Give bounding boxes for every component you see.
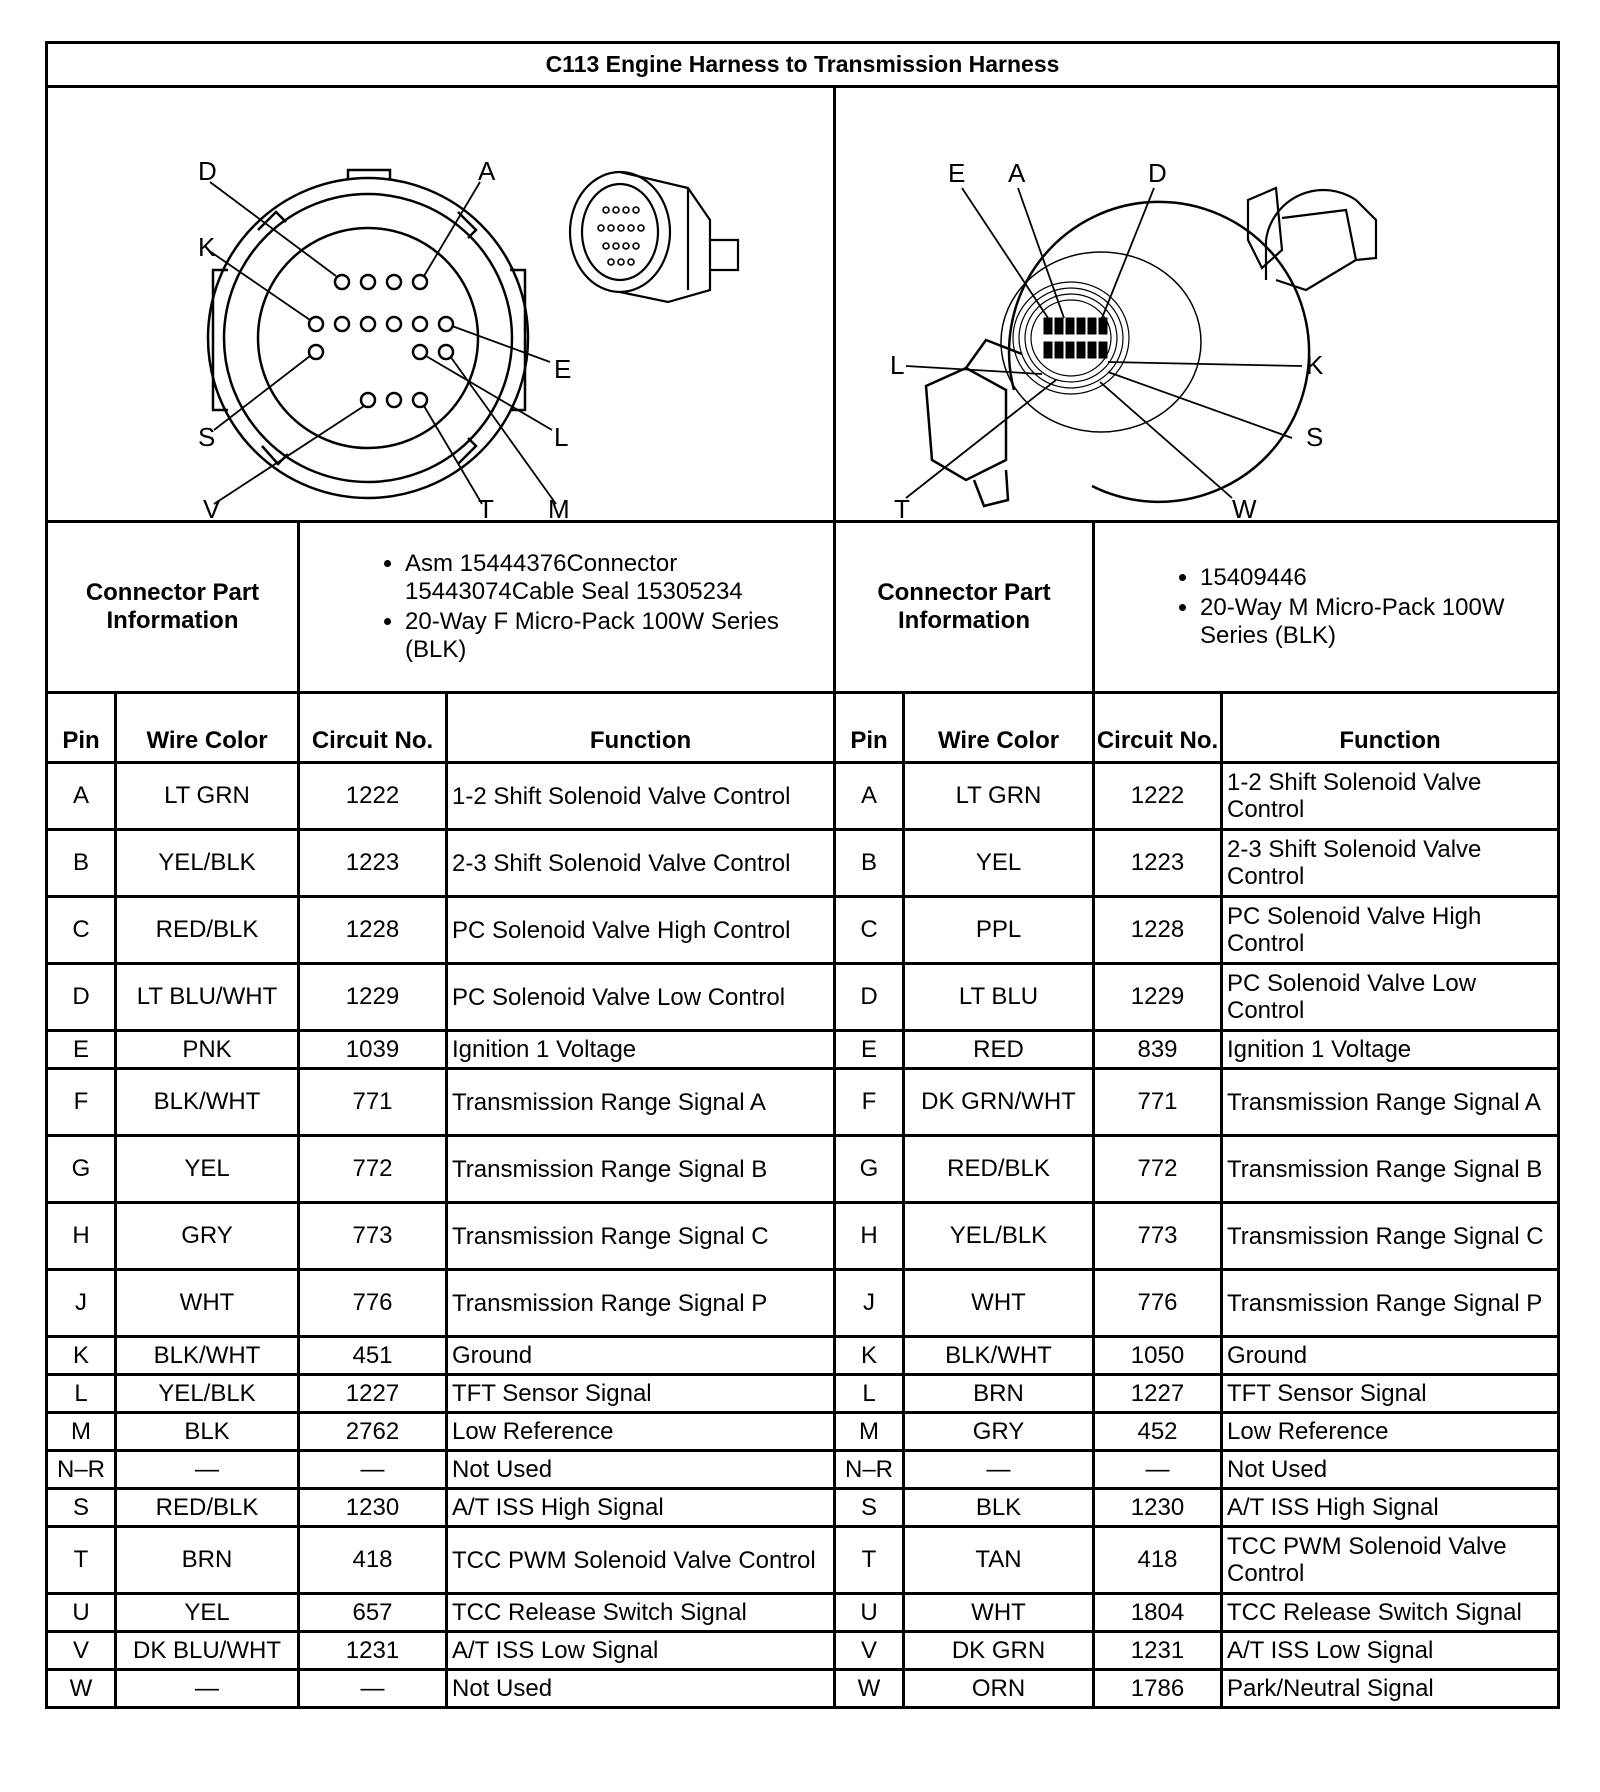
- pin-cell: D: [47, 964, 116, 1031]
- wire-color-cell: YEL/BLK: [116, 1375, 299, 1413]
- header-pin: Pin: [47, 693, 116, 763]
- function-cell: Park/Neutral Signal: [1222, 1670, 1559, 1708]
- pin-label: V: [203, 494, 221, 518]
- wire-color-cell: RED/BLK: [904, 1136, 1094, 1203]
- table-row: [47, 830, 1559, 897]
- pin-label: W: [1232, 494, 1257, 518]
- pin-cell: A: [47, 763, 116, 830]
- function-cell: Not Used: [447, 1451, 835, 1489]
- part-info-item: • 20-Way F Micro-Pack 100W Series (BLK): [405, 608, 833, 664]
- wire-color-cell: GRY: [116, 1203, 299, 1270]
- circuit-cell: 771: [1094, 1069, 1222, 1136]
- pin-label: D: [1148, 158, 1167, 188]
- function-cell: A/T ISS High Signal: [1222, 1489, 1559, 1527]
- circuit-cell: 1229: [299, 964, 447, 1031]
- pin-cell: K: [47, 1337, 116, 1375]
- circuit-cell: 1230: [1094, 1489, 1222, 1527]
- function-cell: TCC PWM Solenoid Valve Control: [447, 1527, 835, 1594]
- connector-sheet: [45, 41, 1557, 1762]
- circuit-cell: 451: [299, 1337, 447, 1375]
- wire-color-cell: BLK: [116, 1413, 299, 1451]
- table-row: [47, 1670, 1559, 1708]
- pin-cell: E: [835, 1031, 904, 1069]
- function-cell: TCC Release Switch Signal: [447, 1594, 835, 1632]
- wire-color-cell: GRY: [904, 1413, 1094, 1451]
- pin-label: T: [478, 494, 494, 518]
- function-cell: 1-2 Shift Solenoid Valve Control: [447, 763, 835, 830]
- pin-label: M: [548, 494, 570, 518]
- wire-color-cell: TAN: [904, 1527, 1094, 1594]
- function-cell: 1-2 Shift Solenoid Valve Control: [1222, 763, 1559, 830]
- function-cell: Ignition 1 Voltage: [1222, 1031, 1559, 1069]
- circuit-cell: 1222: [1094, 763, 1222, 830]
- pin-label: L: [890, 350, 905, 380]
- function-cell: A/T ISS Low Signal: [447, 1632, 835, 1670]
- circuit-cell: —: [299, 1670, 447, 1708]
- wire-color-cell: DK BLU/WHT: [116, 1632, 299, 1670]
- wire-color-cell: —: [904, 1451, 1094, 1489]
- function-cell: Transmission Range Signal C: [447, 1203, 835, 1270]
- wire-color-cell: RED/BLK: [116, 897, 299, 964]
- function-cell: Transmission Range Signal P: [1222, 1270, 1559, 1337]
- wire-color-cell: BRN: [116, 1527, 299, 1594]
- function-cell: Low Reference: [447, 1413, 835, 1451]
- pin-cell: M: [47, 1413, 116, 1451]
- male-connector-illustration: [836, 90, 1554, 518]
- wire-color-cell: BRN: [904, 1375, 1094, 1413]
- function-cell: PC Solenoid Valve Low Control: [447, 964, 835, 1031]
- table-header-row: [47, 693, 1559, 763]
- wire-color-cell: LT BLU: [904, 964, 1094, 1031]
- table-row: [47, 1203, 1559, 1270]
- wire-color-cell: ORN: [904, 1670, 1094, 1708]
- circuit-cell: 839: [1094, 1031, 1222, 1069]
- function-cell: PC Solenoid Valve High Control: [1222, 897, 1559, 964]
- circuit-cell: 773: [299, 1203, 447, 1270]
- circuit-cell: 1227: [299, 1375, 447, 1413]
- table-row: [47, 1594, 1559, 1632]
- header-circuit-no: Circuit No.: [299, 693, 447, 763]
- circuit-cell: 772: [1094, 1136, 1222, 1203]
- table-row: [47, 1337, 1559, 1375]
- female-connector-illustration: [48, 90, 830, 518]
- pin-cell: T: [47, 1527, 116, 1594]
- pin-cell: K: [835, 1337, 904, 1375]
- table-row: [47, 763, 1559, 830]
- function-cell: TCC Release Switch Signal: [1222, 1594, 1559, 1632]
- table-row: [47, 1069, 1559, 1136]
- wire-color-cell: YEL: [116, 1136, 299, 1203]
- pin-cell: M: [835, 1413, 904, 1451]
- circuit-cell: 1228: [1094, 897, 1222, 964]
- pin-cell: V: [835, 1632, 904, 1670]
- circuit-cell: 1231: [299, 1632, 447, 1670]
- pin-label: A: [478, 156, 496, 186]
- pin-label: L: [554, 422, 569, 452]
- function-cell: Low Reference: [1222, 1413, 1559, 1451]
- table-row: [47, 1031, 1559, 1069]
- function-cell: Ignition 1 Voltage: [447, 1031, 835, 1069]
- circuit-cell: —: [299, 1451, 447, 1489]
- circuit-cell: 1786: [1094, 1670, 1222, 1708]
- pin-label: E: [948, 158, 966, 188]
- table-row: [47, 1451, 1559, 1489]
- table-row: [47, 1270, 1559, 1337]
- pin-cell: W: [47, 1670, 116, 1708]
- table-row: [47, 897, 1559, 964]
- function-cell: Not Used: [447, 1670, 835, 1708]
- wire-color-cell: PPL: [904, 897, 1094, 964]
- function-cell: Ground: [447, 1337, 835, 1375]
- circuit-cell: 1223: [1094, 830, 1222, 897]
- circuit-cell: 452: [1094, 1413, 1222, 1451]
- function-cell: TFT Sensor Signal: [447, 1375, 835, 1413]
- pin-cell: N–R: [835, 1451, 904, 1489]
- pin-cell: C: [835, 897, 904, 964]
- circuit-cell: 2762: [299, 1413, 447, 1451]
- circuit-cell: 1228: [299, 897, 447, 964]
- pin-cell: F: [47, 1069, 116, 1136]
- pin-cell: D: [835, 964, 904, 1031]
- function-cell: A/T ISS Low Signal: [1222, 1632, 1559, 1670]
- connector-table: [45, 41, 1560, 1709]
- table-row: [47, 1375, 1559, 1413]
- function-cell: Ground: [1222, 1337, 1559, 1375]
- wire-color-cell: LT BLU/WHT: [116, 964, 299, 1031]
- pin-cell: E: [47, 1031, 116, 1069]
- header-pin: Pin: [835, 693, 904, 763]
- circuit-cell: 1227: [1094, 1375, 1222, 1413]
- page-title: C113 Engine Harness to Transmission Harness: [47, 43, 1559, 87]
- wire-color-cell: WHT: [116, 1270, 299, 1337]
- pin-label: A: [1008, 158, 1026, 188]
- function-cell: TFT Sensor Signal: [1222, 1375, 1559, 1413]
- function-cell: TCC PWM Solenoid Valve Control: [1222, 1527, 1559, 1594]
- function-cell: Transmission Range Signal A: [447, 1069, 835, 1136]
- pin-label: D: [198, 156, 217, 186]
- pin-cell: B: [47, 830, 116, 897]
- wire-color-cell: RED: [904, 1031, 1094, 1069]
- circuit-cell: 1222: [299, 763, 447, 830]
- circuit-cell: 657: [299, 1594, 447, 1632]
- pin-cell: J: [835, 1270, 904, 1337]
- pin-cell: F: [835, 1069, 904, 1136]
- pin-cell: G: [47, 1136, 116, 1203]
- function-cell: Transmission Range Signal B: [1222, 1136, 1559, 1203]
- circuit-cell: 772: [299, 1136, 447, 1203]
- table-row: [47, 1527, 1559, 1594]
- pin-cell: C: [47, 897, 116, 964]
- table-row: [47, 1632, 1559, 1670]
- wire-color-cell: YEL/BLK: [904, 1203, 1094, 1270]
- circuit-cell: 418: [1094, 1527, 1222, 1594]
- table-row: [47, 964, 1559, 1031]
- function-cell: 2-3 Shift Solenoid Valve Control: [1222, 830, 1559, 897]
- pin-cell: L: [835, 1375, 904, 1413]
- pin-label: T: [894, 494, 910, 518]
- circuit-cell: 1223: [299, 830, 447, 897]
- circuit-cell: 771: [299, 1069, 447, 1136]
- right-part-info: [1094, 522, 1559, 693]
- connector-3d-sketch: [1248, 188, 1376, 290]
- pin-cell: T: [835, 1527, 904, 1594]
- wire-color-cell: BLK/WHT: [904, 1337, 1094, 1375]
- wire-color-cell: YEL: [116, 1594, 299, 1632]
- header-function: Function: [447, 693, 835, 763]
- right-part-info-label: Connector Part Information: [835, 522, 1094, 693]
- pin-label: E: [554, 354, 572, 384]
- pin-cell: W: [835, 1670, 904, 1708]
- wire-color-cell: BLK/WHT: [116, 1069, 299, 1136]
- function-cell: Transmission Range Signal P: [447, 1270, 835, 1337]
- part-info-item: • Asm 15444376Connector 15443074Cable Seal 15305234: [405, 550, 833, 606]
- circuit-cell: —: [1094, 1451, 1222, 1489]
- wire-color-cell: —: [116, 1451, 299, 1489]
- pin-cell: V: [47, 1632, 116, 1670]
- wire-color-cell: DK GRN/WHT: [904, 1069, 1094, 1136]
- pin-cell: S: [835, 1489, 904, 1527]
- pin-cell: G: [835, 1136, 904, 1203]
- pin-cell: J: [47, 1270, 116, 1337]
- circuit-cell: 1229: [1094, 964, 1222, 1031]
- function-cell: Transmission Range Signal C: [1222, 1203, 1559, 1270]
- wire-color-cell: BLK/WHT: [116, 1337, 299, 1375]
- header-circuit-no: Circuit No.: [1094, 693, 1222, 763]
- pin-cell: U: [835, 1594, 904, 1632]
- function-cell: 2-3 Shift Solenoid Valve Control: [447, 830, 835, 897]
- wire-color-cell: LT GRN: [116, 763, 299, 830]
- pin-cell: U: [47, 1594, 116, 1632]
- wire-color-cell: WHT: [904, 1270, 1094, 1337]
- function-cell: PC Solenoid Valve High Control: [447, 897, 835, 964]
- table-row: [47, 1489, 1559, 1527]
- connector-3d-sketch: [570, 172, 738, 302]
- pin-cell: B: [835, 830, 904, 897]
- function-cell: PC Solenoid Valve Low Control: [1222, 964, 1559, 1031]
- pin-label: K: [1306, 350, 1324, 380]
- circuit-cell: 773: [1094, 1203, 1222, 1270]
- function-cell: A/T ISS High Signal: [447, 1489, 835, 1527]
- pin-label: K: [198, 232, 216, 262]
- wire-color-cell: —: [116, 1670, 299, 1708]
- circuit-cell: 776: [299, 1270, 447, 1337]
- header-wire-color: Wire Color: [904, 693, 1094, 763]
- pin-cell: H: [835, 1203, 904, 1270]
- table-row: [47, 1136, 1559, 1203]
- circuit-cell: 776: [1094, 1270, 1222, 1337]
- circuit-cell: 1230: [299, 1489, 447, 1527]
- pin-cell: A: [835, 763, 904, 830]
- wire-color-cell: BLK: [904, 1489, 1094, 1527]
- circuit-cell: 1804: [1094, 1594, 1222, 1632]
- wire-color-cell: YEL: [904, 830, 1094, 897]
- wire-color-cell: DK GRN: [904, 1632, 1094, 1670]
- pin-label: S: [1306, 422, 1324, 452]
- header-wire-color: Wire Color: [116, 693, 299, 763]
- table-row: [47, 1413, 1559, 1451]
- right-connector-diagram: [835, 87, 1559, 522]
- pin-label: S: [198, 422, 216, 452]
- left-part-info: [299, 522, 835, 693]
- header-function: Function: [1222, 693, 1559, 763]
- function-cell: Transmission Range Signal A: [1222, 1069, 1559, 1136]
- circuit-cell: 1231: [1094, 1632, 1222, 1670]
- left-connector-diagram: [47, 87, 835, 522]
- circuit-cell: 1050: [1094, 1337, 1222, 1375]
- wire-color-cell: LT GRN: [904, 763, 1094, 830]
- part-info-item: • 15409446: [1200, 564, 1557, 592]
- left-pin-labels: [198, 156, 571, 518]
- circuit-cell: 1039: [299, 1031, 447, 1069]
- wire-color-cell: WHT: [904, 1594, 1094, 1632]
- function-cell: Not Used: [1222, 1451, 1559, 1489]
- circuit-cell: 418: [299, 1527, 447, 1594]
- wire-color-cell: RED/BLK: [116, 1489, 299, 1527]
- wire-color-cell: PNK: [116, 1031, 299, 1069]
- pin-cell: L: [47, 1375, 116, 1413]
- pin-cell: H: [47, 1203, 116, 1270]
- part-info-item: • 20-Way M Micro-Pack 100W Series (BLK): [1200, 594, 1557, 650]
- left-part-info-label: Connector Part Information: [47, 522, 299, 693]
- function-cell: Transmission Range Signal B: [447, 1136, 835, 1203]
- wire-color-cell: YEL/BLK: [116, 830, 299, 897]
- pin-cell: N–R: [47, 1451, 116, 1489]
- pin-cell: S: [47, 1489, 116, 1527]
